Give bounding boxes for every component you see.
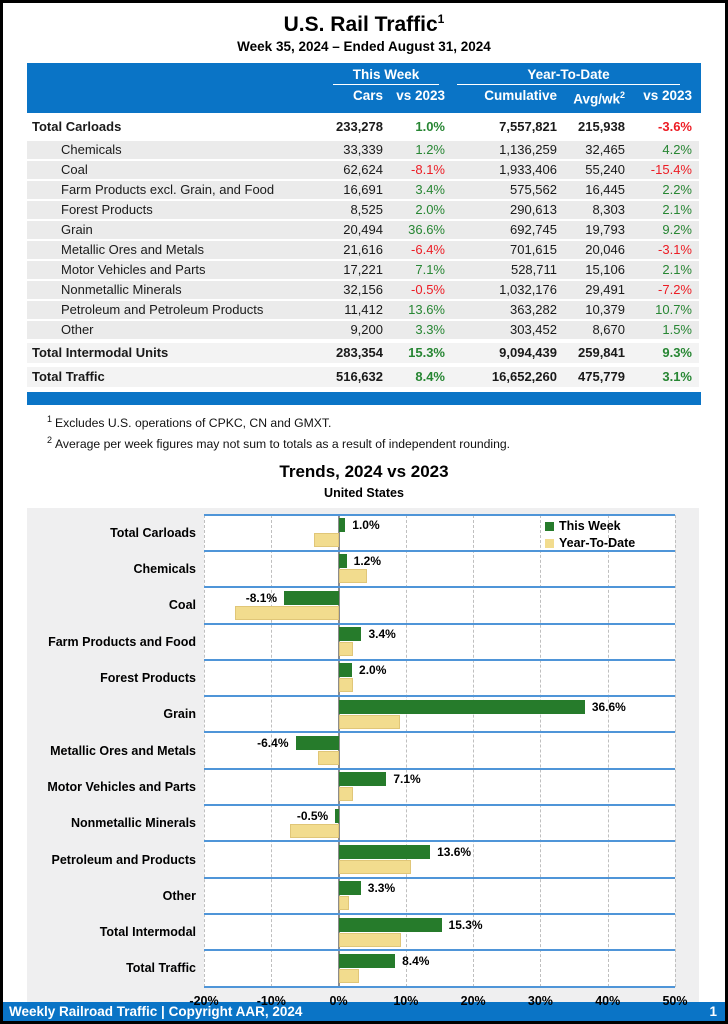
cell-ytd-vs-2023: 10.7% <box>655 301 692 317</box>
axis-tick-label: 10% <box>393 993 419 1008</box>
row-label: Petroleum and Petroleum Products <box>61 301 264 317</box>
axis-tick-label: 30% <box>527 993 553 1008</box>
category-label: Chemicals <box>133 562 196 577</box>
this-week-bar <box>339 918 442 932</box>
page-subtitle: Week 35, 2024 – Ended August 31, 2024 <box>237 39 491 54</box>
category-separator-line <box>204 804 675 806</box>
bar-value-label: 2.0% <box>359 663 387 678</box>
cell-avg-wk: 10,379 <box>585 301 625 317</box>
footnotes <box>47 414 701 451</box>
group-header-this-week-label: This Week <box>352 67 420 82</box>
cell-avg-wk: 259,841 <box>578 344 625 360</box>
cell-week-vs-2023: 2.0% <box>415 201 445 217</box>
bar-value-label: 13.6% <box>437 844 472 859</box>
cell-avg-wk: 8,670 <box>592 321 625 337</box>
year-to-date-bar <box>339 569 367 583</box>
row-label: Motor Vehicles and Parts <box>61 261 206 277</box>
table-row <box>27 343 699 363</box>
bar-value-label: 8.4% <box>402 953 430 968</box>
footnote-marker: 1 <box>47 413 53 424</box>
cell-ytd-vs-2023: -3.1% <box>658 241 692 257</box>
bar-value-label: 1.0% <box>352 518 380 533</box>
row-label: Total Intermodal Units <box>32 344 169 360</box>
column-header-spacer <box>27 87 327 108</box>
cell-cumulative: 575,562 <box>510 181 557 197</box>
cell-cars: 9,200 <box>350 321 383 337</box>
table-row <box>27 201 699 219</box>
cell-cars: 17,221 <box>343 261 383 277</box>
cell-avg-wk: 29,491 <box>585 281 625 297</box>
this-week-bar <box>339 554 347 568</box>
cell-cumulative: 303,452 <box>510 321 557 337</box>
axis-tick-label: 20% <box>460 993 486 1008</box>
category-label: Petroleum and Products <box>51 852 196 867</box>
cell-week-vs-2023: -0.5% <box>411 281 445 297</box>
page-title-text: U.S. Rail Traffic <box>283 13 438 36</box>
cell-week-vs-2023: 3.4% <box>415 181 445 197</box>
legend-label: This Week <box>559 518 621 533</box>
bar-value-label: -8.1% <box>245 590 278 605</box>
row-label: Farm Products excl. Grain, and Food <box>61 181 275 197</box>
year-to-date-bar <box>318 751 339 765</box>
cell-cumulative: 7,557,821 <box>499 118 557 134</box>
cell-ytd-vs-2023: 9.3% <box>662 344 692 360</box>
table-group-header-row <box>27 67 694 85</box>
cell-week-vs-2023: 8.4% <box>415 368 445 384</box>
bar-value-label: -6.4% <box>257 735 289 750</box>
legend-swatch-year-to-date <box>545 539 554 548</box>
cell-cumulative: 1,933,406 <box>499 161 557 177</box>
blue-divider-bar <box>27 392 701 405</box>
cell-cumulative: 1,032,176 <box>499 281 557 297</box>
legend-label: Year-To-Date <box>559 535 636 550</box>
bar-value-label: 7.1% <box>393 772 421 787</box>
row-label: Metallic Ores and Metals <box>61 241 205 257</box>
category-label: Coal <box>168 598 196 613</box>
cell-ytd-vs-2023: 3.1% <box>662 368 692 384</box>
cell-week-vs-2023: 15.3% <box>408 344 445 360</box>
table-row <box>27 261 699 279</box>
this-week-bar <box>339 627 362 641</box>
axis-tick-label: 50% <box>662 993 688 1008</box>
cell-avg-wk: 20,046 <box>585 241 625 257</box>
gridline <box>675 515 676 987</box>
year-to-date-bar <box>339 896 349 910</box>
footer-text: Weekly Railroad Traffic | Copyright AAR, 2024 <box>9 1004 303 1019</box>
column-header-week-vs-2023: vs 2023 <box>396 88 445 103</box>
table-row <box>27 281 699 299</box>
table-row <box>27 301 699 319</box>
column-header-cars: Cars <box>352 88 383 103</box>
row-label: Total Carloads <box>32 118 122 134</box>
year-to-date-bar <box>339 787 353 801</box>
cell-cumulative: 701,615 <box>510 241 557 257</box>
footnote-marker: 2 <box>47 434 53 445</box>
this-week-bar <box>296 736 339 750</box>
cell-cumulative: 363,282 <box>510 301 557 317</box>
cell-avg-wk: 32,465 <box>585 141 625 157</box>
cell-week-vs-2023: 3.3% <box>415 321 445 337</box>
cell-avg-wk: 15,106 <box>585 261 625 277</box>
cell-ytd-vs-2023: 4.2% <box>662 141 692 157</box>
this-week-bar <box>339 881 361 895</box>
axis-tick-label: -10% <box>256 993 286 1008</box>
page-title <box>3 12 725 37</box>
category-separator-line <box>204 514 675 516</box>
table-row <box>27 161 699 179</box>
cell-ytd-vs-2023: -3.6% <box>658 118 692 134</box>
column-header-avg-wk-text: Avg/wk <box>573 91 620 107</box>
this-week-bar <box>335 809 338 823</box>
cell-cumulative: 1,136,259 <box>499 141 557 157</box>
cell-cars: 33,339 <box>343 141 383 157</box>
row-label: Coal <box>61 161 88 177</box>
category-separator-line <box>204 768 675 770</box>
category-label: Total Carloads <box>110 525 196 540</box>
row-label: Grain <box>61 221 93 237</box>
column-header-avg-wk <box>557 87 625 108</box>
cell-week-vs-2023: -8.1% <box>411 161 445 177</box>
cell-cars: 11,412 <box>344 301 383 317</box>
legend <box>545 518 635 552</box>
this-week-bar <box>339 772 387 786</box>
cell-ytd-vs-2023: 2.2% <box>662 181 692 197</box>
legend-item <box>545 535 635 552</box>
this-week-bar <box>339 663 352 677</box>
footnote-text: Excludes U.S. operations of CPKC, CN and GMXT. <box>55 415 332 430</box>
category-label: Motor Vehicles and Parts <box>47 779 196 794</box>
cell-week-vs-2023: 36.6% <box>408 221 445 237</box>
category-separator-line <box>204 949 675 951</box>
table-row <box>27 367 699 387</box>
category-separator-line <box>204 877 675 879</box>
category-label: Other <box>162 888 196 903</box>
category-separator-line <box>204 731 675 733</box>
cell-avg-wk: 8,303 <box>592 201 625 217</box>
cell-ytd-vs-2023: 1.5% <box>662 321 692 337</box>
cell-week-vs-2023: 7.1% <box>415 261 445 277</box>
category-separator-line <box>204 840 675 842</box>
category-label: Total Traffic <box>126 961 196 976</box>
cell-cars: 8,525 <box>350 201 383 217</box>
table-row <box>27 221 699 239</box>
traffic-table-body <box>27 117 701 387</box>
group-header-underline <box>457 84 679 85</box>
legend-swatch-this-week <box>545 522 554 531</box>
cell-cars: 283,354 <box>336 344 383 360</box>
cell-ytd-vs-2023: 2.1% <box>662 261 692 277</box>
category-label: Forest Products <box>100 671 196 685</box>
cell-week-vs-2023: 1.0% <box>415 118 445 134</box>
year-to-date-bar <box>235 606 339 620</box>
category-separator-line <box>204 659 675 661</box>
row-label: Other <box>61 321 94 337</box>
column-header-cumulative: Cumulative <box>484 88 557 103</box>
group-header-ytd <box>445 67 692 85</box>
cell-cars: 233,278 <box>336 118 383 134</box>
this-week-bar <box>339 954 396 968</box>
cell-avg-wk: 215,938 <box>578 118 625 134</box>
category-label: Grain <box>163 707 196 722</box>
legend-item <box>545 518 635 535</box>
cell-week-vs-2023: 13.6% <box>408 301 445 317</box>
bar-value-label: 3.3% <box>367 881 396 896</box>
group-header-ytd-label: Year-To-Date <box>527 67 610 82</box>
footnote <box>47 435 701 451</box>
axis-tick-label: -20% <box>189 993 219 1008</box>
cell-avg-wk: 19,793 <box>585 221 625 237</box>
category-separator-line <box>204 586 675 588</box>
cell-avg-wk: 16,445 <box>585 181 625 197</box>
cell-ytd-vs-2023: -15.4% <box>650 161 692 177</box>
cell-ytd-vs-2023: 9.2% <box>662 221 692 237</box>
category-label: Farm Products and Food <box>48 634 196 649</box>
row-label: Chemicals <box>61 141 122 157</box>
category-label: Total Intermodal <box>99 925 196 940</box>
chart-subtitle: United States <box>324 485 404 500</box>
column-header-ytd-vs-2023: vs 2023 <box>643 88 692 103</box>
year-to-date-bar <box>339 969 360 983</box>
row-label: Total Traffic <box>32 368 105 384</box>
footer-page-number: 1 <box>709 1004 717 1019</box>
cell-avg-wk: 55,240 <box>585 161 625 177</box>
row-label: Forest Products <box>61 201 153 217</box>
table-row <box>27 141 699 159</box>
this-week-bar <box>339 845 431 859</box>
group-header-spacer <box>27 67 327 85</box>
this-week-bar <box>339 518 346 532</box>
row-label: Nonmetallic Minerals <box>61 281 182 297</box>
cell-cars: 62,624 <box>343 161 383 177</box>
category-label: Metallic Ores and Metals <box>50 743 196 758</box>
cell-cumulative: 692,745 <box>510 221 557 237</box>
table-row <box>27 181 699 199</box>
year-to-date-bar <box>314 533 338 547</box>
bar-value-label: 36.6% <box>591 699 626 714</box>
cell-cumulative: 9,094,439 <box>499 344 557 360</box>
cell-week-vs-2023: -6.4% <box>411 241 445 257</box>
cell-avg-wk: 475,779 <box>578 368 625 384</box>
axis-tick-label: 40% <box>595 993 621 1008</box>
year-to-date-bar <box>339 860 411 874</box>
bar-value-label: 3.4% <box>368 627 396 642</box>
group-header-underline <box>333 84 439 85</box>
year-to-date-bar <box>339 715 401 729</box>
cell-cumulative: 290,613 <box>510 201 557 217</box>
year-to-date-bar <box>290 824 338 838</box>
bar-value-label: 15.3% <box>448 917 483 932</box>
this-week-bar <box>339 700 585 714</box>
year-to-date-bar <box>339 678 353 692</box>
footnote <box>47 414 701 430</box>
table-row <box>27 241 699 259</box>
avg-wk-footnote-marker: 2 <box>619 90 625 100</box>
table-row <box>27 321 699 339</box>
category-separator-line <box>204 913 675 915</box>
category-separator-line <box>204 986 675 988</box>
trends-bar-chart <box>27 508 699 1011</box>
cell-cumulative: 528,711 <box>510 261 557 277</box>
cell-cars: 32,156 <box>343 281 383 297</box>
year-to-date-bar <box>339 933 402 947</box>
chart-title: Trends, 2024 vs 2023 <box>279 461 449 481</box>
footnote-text: Average per week figures may not sum to totals as a result of independent rounding. <box>55 436 511 451</box>
table-column-header-row <box>27 87 694 108</box>
cell-cars: 16,691 <box>343 181 383 197</box>
category-separator-line <box>204 623 675 625</box>
axis-tick-label: 0% <box>329 993 348 1008</box>
cell-cars: 20,494 <box>343 221 383 237</box>
category-separator-line <box>204 695 675 697</box>
bar-value-label: -0.5% <box>296 808 329 823</box>
group-header-this-week <box>327 67 445 85</box>
table-header <box>27 63 701 113</box>
year-to-date-bar <box>339 642 354 656</box>
table-row <box>27 117 699 137</box>
cell-week-vs-2023: 1.2% <box>415 141 445 157</box>
cell-ytd-vs-2023: 2.1% <box>662 201 692 217</box>
category-label: Nonmetallic Minerals <box>70 816 196 831</box>
cell-ytd-vs-2023: -7.2% <box>658 281 692 297</box>
cell-cars: 21,616 <box>343 241 383 257</box>
cell-cumulative: 16,652,260 <box>491 368 557 384</box>
title-footnote-marker: 1 <box>437 12 445 26</box>
bar-value-label: 1.2% <box>353 554 381 569</box>
this-week-bar <box>284 591 339 605</box>
cell-cars: 516,632 <box>336 368 383 384</box>
